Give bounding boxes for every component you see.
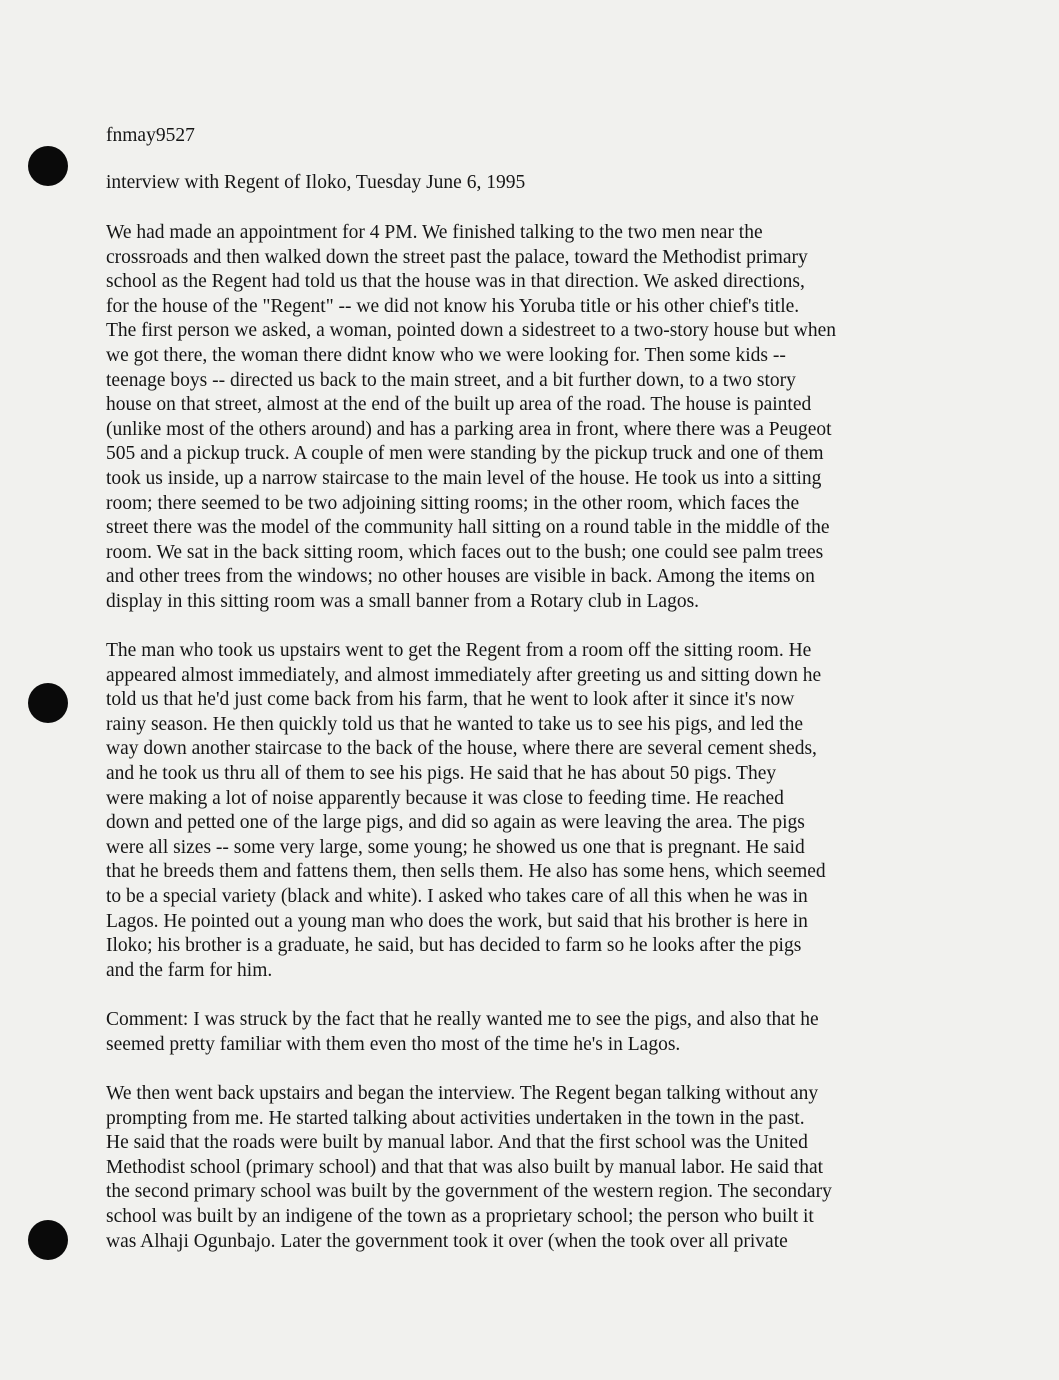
paragraph-arrival: We had made an appointment for 4 PM. We finished talking to the two men near the crossroads and then walked down the street past the palace, toward the Methodist primary school as the Regent had told us that the house was in that direction. We asked directions, for the house of the "Regent" -- we did not know his Yoruba title or his other chief's title. The first person we asked, a woman, pointed down a sidestreet to a two-story house but when we got there, the woman there didnt know who we were looking for. Then some kids -- teenage boys -- directed us back to the main street, and a bit further down, to a two story house on that street, almost at the end of the built up area of the road. The house is painted (unlike most of the others around) and has a parking area in front, where there was a Peugeot 505 and a pickup truck. A couple of men were standing by the pickup truck and one of them took us inside, up a narrow staircase to the main level of the house. He took us into a sitting room; there seemed to be two adjoining sitting rooms; in the other room, which faces the street there was the model of the community hall sitting on a round table in the middle of the room. We sat in the back sitting room, which faces out to the bush; one could see palm trees and other trees from the windows; no other houses are visible in back. Among the items on display in this sitting room was a small banner from a Rotary club in Lagos. bbox=[106, 222, 836, 612]
punch-hole-top bbox=[28, 146, 68, 186]
paragraph-interview: We then went back upstairs and began the interview. The Regent began talking without any prompting from me. He started talking about activities undertaken in the town in the past. He said that the roads were built by manual labor. And that the first school was the United Methodist school (primary school) and that that was also built by manual labor. He said that the second primary school was built by the government of the western region. The secondary school was built by an indigene of the town as a proprietary school; the person who built it was Alhaji Ogunbajo. Later the government took it over (when the took over all private bbox=[106, 1083, 832, 1252]
punch-hole-bottom bbox=[28, 1220, 68, 1260]
punch-hole-middle bbox=[28, 683, 68, 723]
paragraph-comment: Comment: I was struck by the fact that he really wanted me to see the pigs, and also that he seemed pretty familiar with them even tho most of the time he's in Lagos. bbox=[106, 1009, 819, 1055]
document-title: interview with Regent of Iloko, Tuesday June 6, 1995 bbox=[106, 172, 526, 193]
document-id: fnmay9527 bbox=[106, 125, 195, 146]
paragraph-pigs: The man who took us upstairs went to get the Regent from a room off the sitting room. He appeared almost immediately, and almost immediately after greeting us and sitting down he told us that he'd just come back from his farm, that he went to look after it since it's now rainy season. He then quickly told us that he wanted to take us to see his pigs, and led the way down another staircase to the back of the house, where there are several cement sheds, and he took us thru all of them to see his pigs. He said that he has about 50 pigs. They were making a lot of noise apparently because it was close to feeding time. He reached down and petted one of the large pigs, and did so again as were leaving the area. The pigs were all sizes -- some very large, some young; he showed us one that is pregnant. He said that he breeds them and fattens them, then sells them. He also has some hens, which seemed to be a special variety (black and white). I asked who takes care of all this when he was in Lagos. He pointed out a young man who does the work, but said that his brother is here in Iloko; his brother is a graduate, he said, but has decided to farm so he looks after the pigs and the farm for him. bbox=[106, 640, 826, 981]
